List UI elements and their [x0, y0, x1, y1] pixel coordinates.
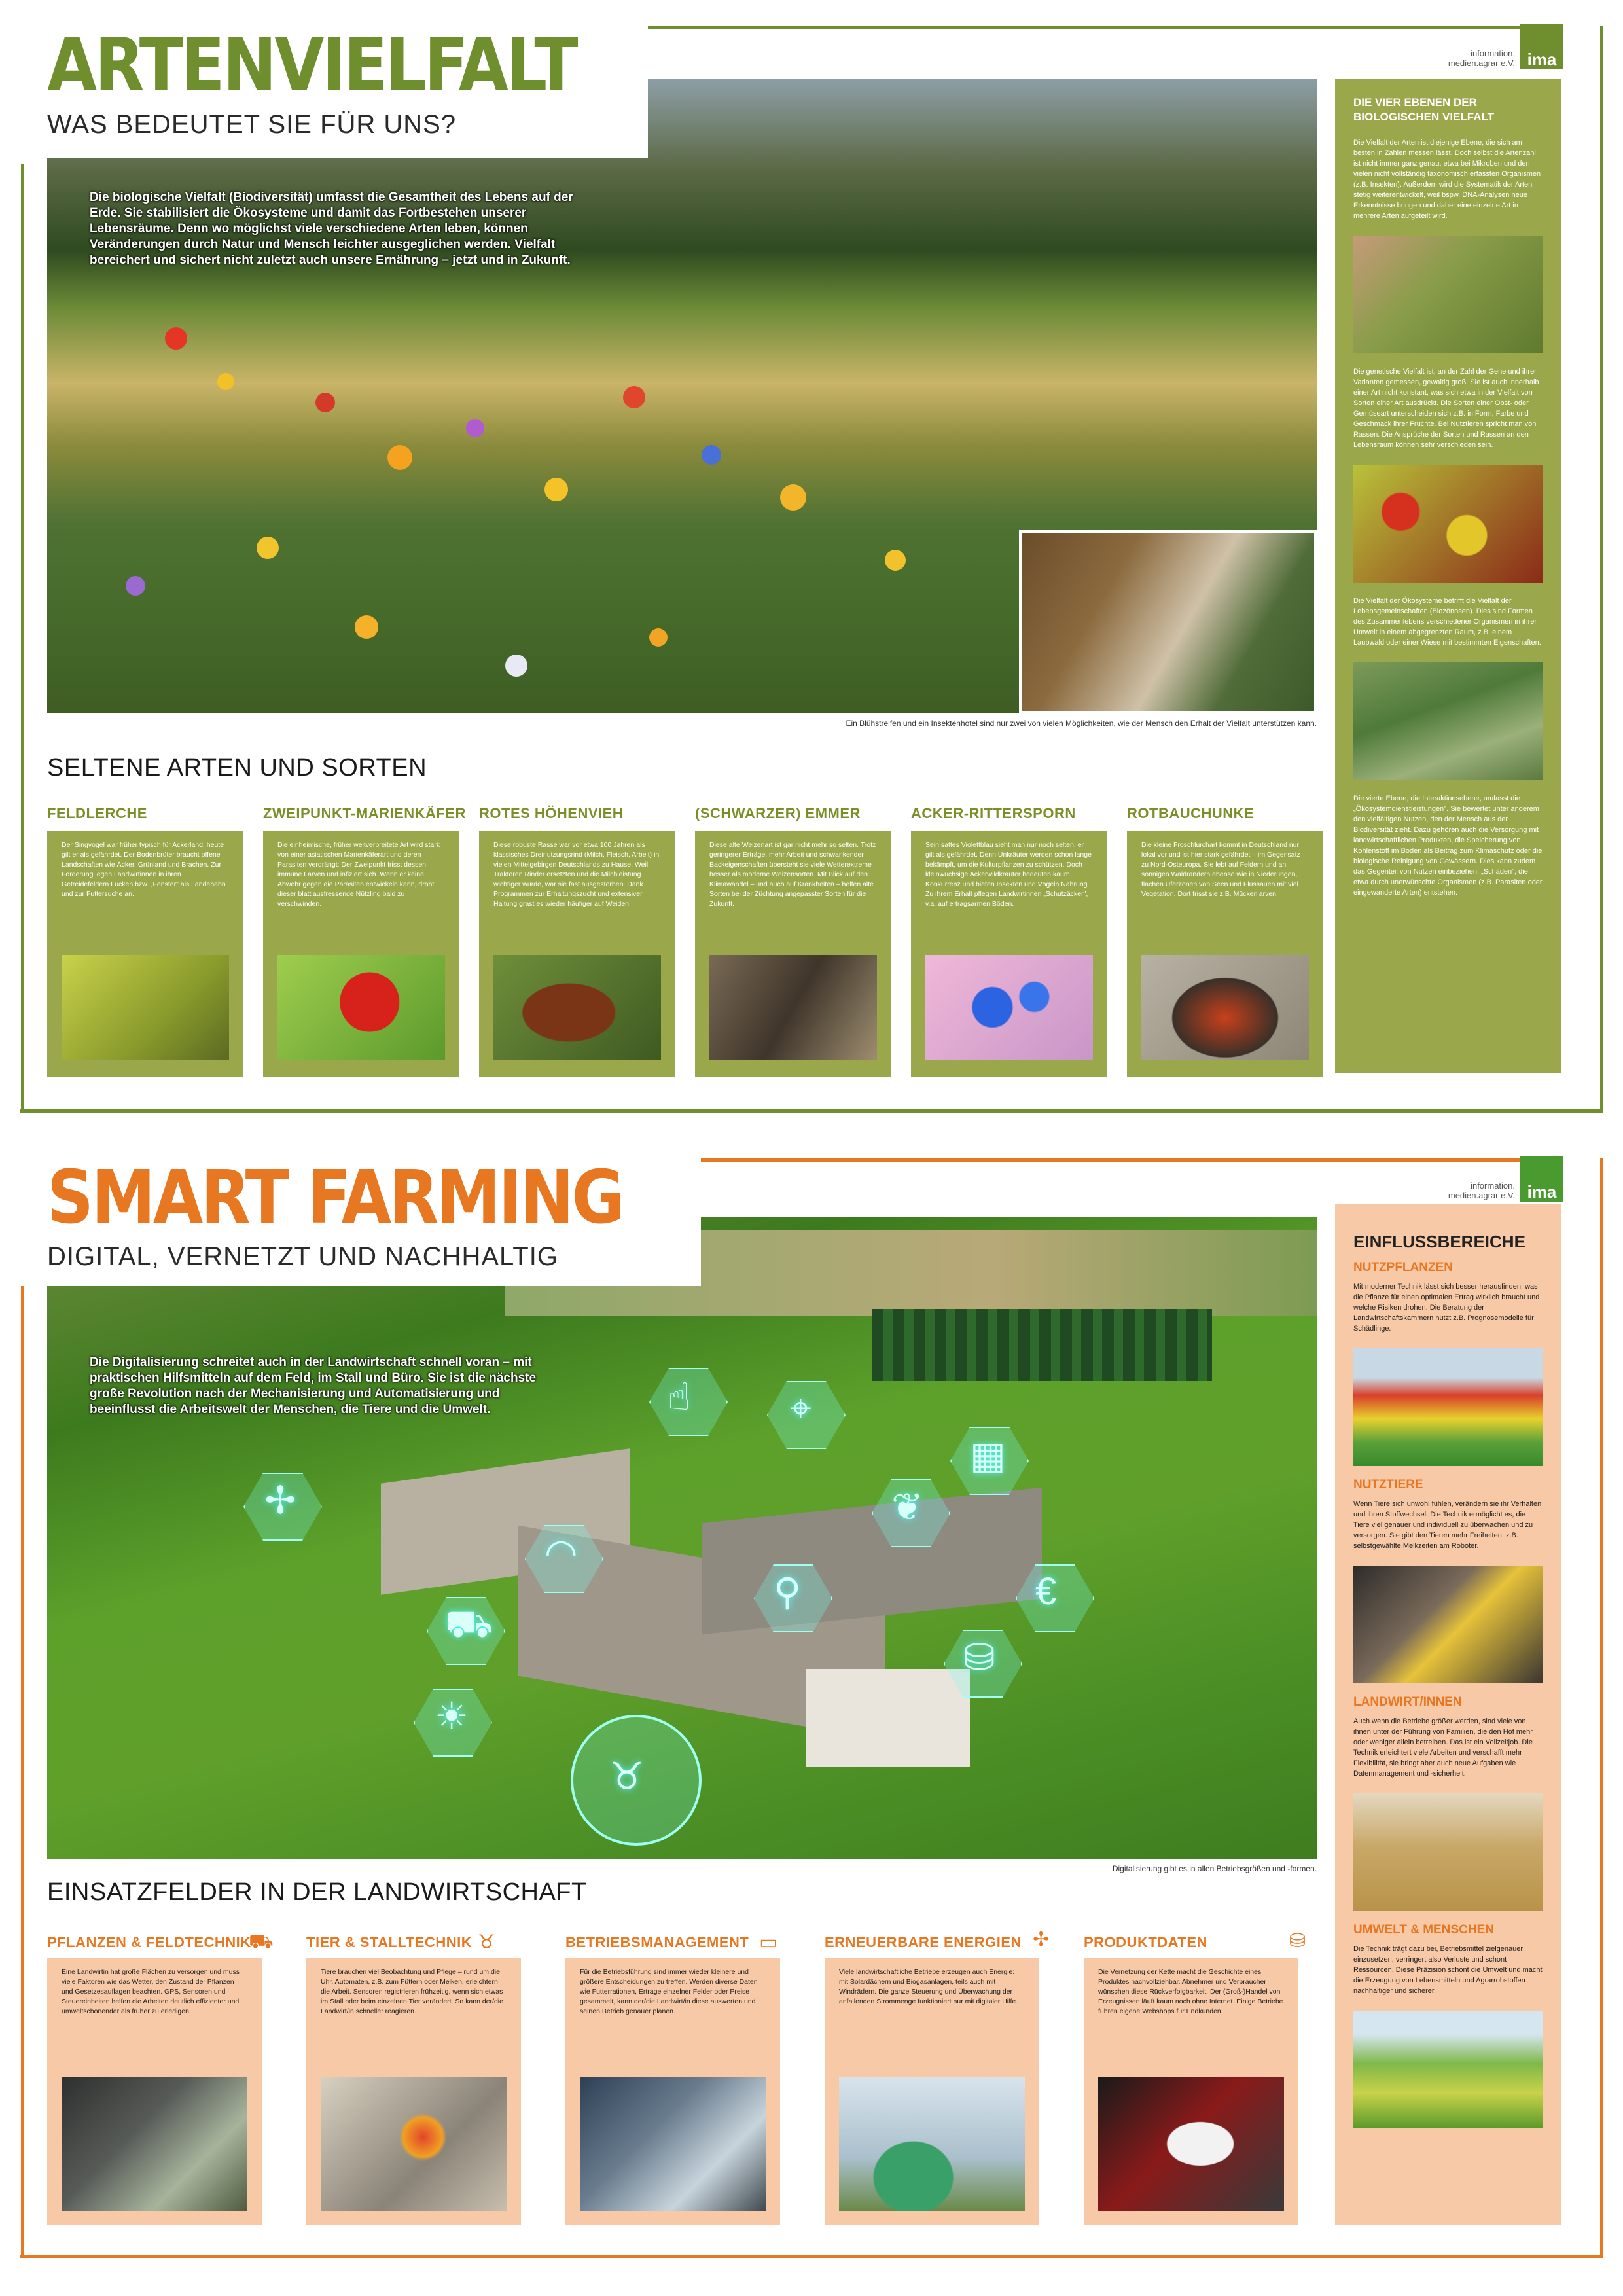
intro-text: Die biologische Vielfalt (Biodiversität) umfasst die Gesamtheit des Lebens auf der Erde. Sie stabilisiert die Ökosysteme und damit das Fortbestehen unserer Lebensräume. Denn wo möglichst viele verschiedene Arten leben, können Veränderungen durch Natur und Mensch leichter ausgeglichen werden. Vielfalt bereichert und sichert nicht zuletzt auch unsere Ernährung – jetzt und in Zukunft. — [90, 190, 573, 267]
sidebar-text-nutzpflanzen: Mit moderner Technik lässt sich besser herausfinden, was die Pflanze für einen optimalen Ertrag wirklich braucht und welche Risiken drohen. Die Beratung der Landwirtschaftskammern nutzt z.B. Prognosemodelle für Schädlinge. — [1353, 1283, 1540, 1333]
wind-turbine-icon: ✢ — [1033, 1929, 1050, 1950]
poster-smart-farming — [20, 1155, 1603, 2258]
card-rittersporn — [911, 831, 1107, 1077]
card-title-marienkaefer: ZWEIPUNKT-MARIENKÄFER — [263, 805, 466, 821]
card-title-feldlerche: FELDLERCHE — [47, 805, 147, 821]
sidebar-subtitle-nutztiere: NUTZTIERE — [1353, 1478, 1423, 1492]
location-pin-icon: ⌖ — [790, 1387, 812, 1429]
card-marienkaefer — [263, 831, 459, 1077]
sidebar-title: EINFLUSSBEREICHE — [1353, 1232, 1525, 1251]
card-image-cattle — [493, 955, 661, 1060]
title-block — [20, 1155, 701, 1286]
cow-pig-icon: ♉ — [610, 1755, 644, 1798]
card-image-biogas — [839, 2077, 1025, 2211]
flower — [126, 576, 145, 596]
hero-caption: Ein Blühstreifen und ein Insektenhotel sind nur zwei von vielen Möglichkeiten, wie der Mensch den Erhalt der Vielfalt unterstützen kann. — [846, 719, 1317, 728]
card-feldlerche — [47, 831, 243, 1077]
euro-icon: € — [1035, 1570, 1057, 1613]
hero-image-farm — [47, 1217, 1317, 1859]
card-text: Die einheimische, früher weitverbreitete Art wird stark von einer asiatischen Marienkäferart und deren Parasiten verdrängt: Der Zweipunkt frisst dessen immune Larven und infiziert sich. Wenn er keine Abwehr gegen die Parasiten entwickeln kann, droht dieser blattlausfressende Nützling bald zu verschwinden. — [277, 841, 440, 908]
card-management — [565, 1958, 780, 2225]
wifi-icon: ◠ — [544, 1532, 578, 1574]
flower — [217, 373, 234, 390]
search-icon: ⚲ — [774, 1571, 802, 1613]
card-pflanzen — [47, 1958, 262, 2225]
card-rotbauchunke — [1127, 831, 1323, 1077]
card-title-produktdaten: PRODUKTDATEN — [1084, 1934, 1207, 1950]
sidebar-subtitle-umwelt: UMWELT & MENSCHEN — [1353, 1923, 1494, 1937]
farm-house — [806, 1669, 970, 1767]
card-image-ladybird — [277, 955, 445, 1060]
page-title: ARTENVIELFALT — [47, 23, 577, 108]
sidebar-text-genetik: Die genetische Vielfalt ist, an der Zahl der Gene und ihrer Varianten gemessen, gewaltig groß. Sie ist auch innerhalb einer Art nicht konstant, was sich etwa in der Vielfalt von Sorten einer Art ausdrückt. Die Sorten einer Obst- oder Gemüseart unterscheiden sich z.B. in Form, Farbe und Geschmack ihrer Früchte. Bei Nutztieren spricht man von Rassen. Die Ansprüche der Sorten und Rassen an den Lebensraum können sehr verschieden sein. — [1353, 368, 1539, 449]
flower — [649, 628, 668, 647]
flower — [387, 445, 412, 470]
page-subtitle: WAS BEDEUTET SIE FÜR UNS? — [47, 110, 457, 139]
cart-icon: ⛁ — [963, 1636, 995, 1679]
sidebar-image-grain — [1353, 236, 1543, 353]
sidebar-subtitle-nutzpflanzen: NUTZPFLANZEN — [1353, 1261, 1453, 1274]
card-title-hoehenvieh: ROTES HÖHENVIEH — [479, 805, 624, 821]
ima-logo — [1448, 24, 1563, 69]
card-title-rittersporn: ACKER-RITTERSPORN — [911, 805, 1076, 821]
card-text: Sein sattes Violettblau sieht man nur noch selten, er gilt als gefährdet. Denn Unkräuter werden schon lange bekämpft, um die Kulturpflanzen zu schützen. Doch kleinwüchsige Ackerwildkräuter bedeuten kaum Konkurrenz und bieten Insekten und Vögeln Nahrung. Zu ihrem Erhalt pflegen Landwirtinnen „Schutzäcker", v.a. auf ertragsarmen Böden. — [925, 841, 1092, 908]
card-title-tier: TIER & STALLTECHNIK — [306, 1934, 473, 1950]
flower — [355, 615, 378, 639]
card-image-office — [580, 2077, 766, 2211]
card-tier — [306, 1958, 521, 2225]
sidebar-text-interaktion: Die vierte Ebene, die Interaktionsebene, umfasst die „Ökosystemdienstleistungen". Sie bewertet unter anderem den vielfältigen Nutzen, den der Mensch aus der Biodiversität zieht. Dazu gehören auch die Versorgung mit landwirtschaftlichen Produkten, die Speicherung von Kohlenstoff im Boden als Beitrag zum Klimaschutz oder die biologische Reinigung von Gewässern. Dies kann zudem das Gegenteil von Nutzen einbeziehen, „Schäden", die etwa durch unerwünschte Organismen (z.B. Parasiten oder eingewanderte Arten) entstehen. — [1353, 795, 1543, 897]
card-title-pflanzen: PFLANZEN & FELDTECHNIK — [47, 1934, 251, 1950]
section-title: EINSATZFELDER IN DER LANDWIRTSCHAFT — [47, 1878, 587, 1906]
flower — [315, 393, 335, 412]
cow-pig-icon: ♉ — [478, 1931, 495, 1953]
flower — [885, 550, 906, 571]
card-text: Die kleine Froschlurchart kommt in Deutschland nur lokal vor und ist hier stark gefährdet – im Gegensatz zu Nord-Osteuropa. Sie lebt auf Feldern und an sonnigen Waldrändern ebenso wie in Niederungen, flachen Uferzonen von Seen und Flussauen mit viel Vegetation. Dort frisst sie z.B. Mückenlarven. — [1141, 841, 1300, 898]
ima-logo — [1448, 1156, 1563, 1202]
flower — [623, 386, 645, 408]
sidebar-text-landwirte: Auch wenn die Betriebe größer werden, sind viele von ihnen unter der Führung von Familien, die den Hof mehr oder weniger allein betreiben. Das ist ein Vollzeitjob. Die Technik erleichtert viele Arbeiten und verschafft mehr Flexibilität, sie bringt aber auch neue Aufgaben wie Datenmanagement und -sicherheit. — [1353, 1717, 1533, 1778]
sidebar-subtitle-landwirte: LANDWIRT/INNEN — [1353, 1695, 1462, 1709]
sidebar-text-umwelt: Die Technik trägt dazu bei, Betriebsmittel zielgenauer einzusetzen, verringert also Verluste und schont Ressourcen. Diese Präzision schont die Umwelt und macht die Erzeugung von Lebensmitteln und Agrarrohstoffen nachhaltiger und sicherer. — [1353, 1945, 1543, 1995]
sidebar-text-arten: Die Vielfalt der Arten ist diejenige Ebene, die sich am besten in Zahlen messen lässt. Doch selbst die Artenzahl ist nicht immer ganz genau, etwa bei Mikroben und den vielen nicht vollständig taxonomisch erfassten Organismen (z.B. Insekten). Außerdem wird die Systematik der Arten stetig weiterentwickelt, weil bspw. DNA-Analysen neue Erkenntnisse bringen und daher eine einzelne Art in mehrere Arten aufgeteilt wird. — [1353, 139, 1541, 220]
card-text: Tiere brauchen viel Beobachtung und Pflege – rund um die Uhr. Automaten, z.B. zum Füttern oder Melken, erleichtern die Arbeit. Sensoren registrieren frühzeitig, wenn sich etwas im Stall oder beim einzelnen Tier verändert. So kann der/die Landwirt/in schneller reagieren. — [321, 1968, 503, 2015]
card-text: Eine Landwirtin hat große Flächen zu versorgen und muss viele Faktoren wie das Wetter, den Zustand der Pflanzen und Gesetzesauflagen beachten. GPS, Sensoren und Steuereinheiten helfen die Arbeiten deutlich effizienter und umweltschonender als früher zu erledigen. — [62, 1968, 240, 2015]
card-text: Die Vernetzung der Kette macht die Geschichte eines Produktes nachvollziehbar. Abnehmer und Verbraucher wünschen diese Rückverfolgbarkeit. Der (Groß-)Handel von Erzeugnissen läuft kaum noch ohne Internet. Einige Betriebe führen eigene Webshops für Endkunden. — [1098, 1968, 1283, 2015]
card-image-lark — [62, 955, 229, 1060]
wind-turbine-icon: ✢ — [264, 1479, 296, 1522]
sidebar-image-milking-robot — [1353, 1566, 1543, 1683]
sidebar-text-nutztiere: Wenn Tiere sich unwohl fühlen, verändern sie ihr Verhalten und ihren Stoffwechsel. Die Technik ermöglicht es, die Tiere viel genauer und individuell zu überwachen und zu versorgen. Sie gibt den Tieren mehr Freiheiten, z.B. selbstgewählte Melkzeiten am Roboter. — [1353, 1500, 1542, 1550]
sidebar-image-farmer-tablet — [1353, 1793, 1543, 1911]
flower — [702, 445, 721, 465]
card-image-toad — [1141, 955, 1309, 1060]
card-hoehenvieh — [479, 831, 675, 1077]
card-text: Für die Betriebsführung sind immer wieder kleinere und größere Entscheidungen zu treffen. Werden diverse Daten wie Futterrationen, Erträge einzelner Felder oder Preise gesammelt, kann der/die Landwirt/in diese auswerten und seinen Betrieb genauer planen. — [580, 1968, 758, 2015]
laptop-icon: ▭ — [759, 1931, 778, 1953]
touch-icon: ☝ — [668, 1376, 691, 1418]
sidebar-vier-ebenen — [1335, 79, 1561, 1073]
sidebar-text-oekosysteme: Die Vielfalt der Ökosysteme betrifft die Vielfalt der Lebensgemeinschaften (Biozönosen). Dies sind Formen des Zusammenlebens verschiedener Organismen in ihrer Umwelt in einem abgegrenzten Raum, z.B. einem Laubwald oder einer Wiese mit bestimmten Eigenschaften. — [1353, 597, 1541, 647]
brand-mark: ima — [1520, 1156, 1563, 1202]
flower — [780, 484, 806, 511]
card-text: Der Singvogel war früher typisch für Ackerland, heute gilt er als gefährdet. Der Bodenbrüter braucht offene Landschaften wie Äcker, Grünland und Brachen. Zur Förderung legen Landwirtinnen in ihren Getreidefeldern Lücken bzw. „Fenster" als Landebahn und zur Futtersuche an. — [62, 841, 226, 898]
left-rule — [21, 164, 24, 1113]
farm-building — [702, 1488, 1042, 1635]
section-title: SELTENE ARTEN UND SORTEN — [47, 754, 427, 781]
tractor-icon: ⛟ — [249, 1931, 274, 1952]
sidebar-image-field-network — [1353, 2011, 1543, 2128]
inset-image-insect-hotel — [1019, 530, 1317, 713]
tree-row — [872, 1309, 1212, 1381]
flower — [257, 537, 279, 559]
card-text: Diese robuste Rasse war vor etwa 100 Jahren als klassisches Dreinutzungsrind (Milch, Fleisch, Arbeit) in vielen Mittelgebirgen Deutschlands zu Hause. Weil Traktoren Rinder ersetzten und die Milchleistung wichtiger wurde, war sie fast ausgestorben. Dank Programmen zur Erhaltungszucht und extensiver Haltung grast es wieder häufiger auf Weiden. — [493, 841, 660, 908]
card-image-larkspur — [925, 955, 1093, 1060]
card-produktdaten — [1084, 1958, 1298, 2225]
card-title-rotbauchunke: ROTBAUCHUNKE — [1127, 805, 1255, 821]
intro-text: Die Digitalisierung schreitet auch in der Landwirtschaft schnell voran – mit praktischen Hilfsmitteln auf dem Feld, im Stall und Büro. Sie ist die nächste große Revolution nach der Mechanisierung und Automatisierung und beeinflusst die Arbeitswelt der Menschen, die Tiere und die Umwelt. — [90, 1355, 537, 1416]
card-text: Diese alte Weizenart ist gar nicht mehr so selten. Trotz geringerer Erträge, mehr Arbeit und schwankender Backeigenschaften übersteht sie viele Wetterextreme besser als moderne Weizensorten. Mit Blick auf den Klimawandel – und auch auf Krankheiten – helfen alte Sorten bei der Züchtung angepasster Sorten für die Zukunft. — [709, 841, 876, 908]
sidebar-image-apples — [1353, 465, 1543, 583]
flower — [544, 478, 568, 501]
flower — [505, 655, 527, 677]
sidebar-title: DIE VIER EBENEN DER BIOLOGISCHEN VIELFALT — [1353, 96, 1495, 123]
card-title-energie: ERNEUERBARE ENERGIEN — [825, 1934, 1022, 1950]
page-subtitle: DIGITAL, VERNETZT UND NACHHALTIG — [47, 1242, 558, 1271]
poster-artenvielfalt — [20, 23, 1603, 1113]
thermometer-sun-icon: ☀ — [435, 1695, 469, 1738]
card-text: Viele landwirtschaftliche Betriebe erzeugen auch Energie: mit Solardächern und Biogasanlagen, teils auch mit Windrädern. Die ganze Steuerung und Überwachung der anfallenden Strommenge funktioniert nur mit digitaler Hilfe. — [839, 1968, 1018, 2005]
card-emmer — [695, 831, 891, 1077]
wheat-icon: ❦ — [891, 1486, 923, 1528]
card-image-emmer — [709, 955, 877, 1060]
card-title-emmer: (SCHWARZER) EMMER — [695, 805, 861, 821]
card-image-meat-label — [1098, 2077, 1284, 2211]
card-image-thermal-camera — [321, 2077, 507, 2211]
hero-image-flower-field — [47, 79, 1317, 713]
left-rule — [21, 1276, 24, 2258]
hero-caption: Digitalisierung gibt es in allen Betriebsgrößen und -formen. — [1112, 1864, 1317, 1873]
card-image-tractor-cabin — [62, 2077, 247, 2211]
field-rows-icon: ▦ — [970, 1435, 1006, 1477]
card-title-management: BETRIEBSMANAGEMENT — [565, 1934, 749, 1950]
sidebar-einflussbereiche — [1335, 1204, 1561, 2225]
tractor-icon: ⛟ — [445, 1603, 493, 1645]
title-block — [20, 23, 648, 158]
brand-line-1: information. — [1471, 48, 1515, 58]
card-energie — [825, 1958, 1039, 2225]
sidebar-image-drone-field — [1353, 1348, 1543, 1466]
shopping-cart-icon: ⛁ — [1289, 1930, 1306, 1952]
top-rule — [569, 1158, 1544, 1162]
page-title: SMART FARMING — [47, 1155, 622, 1240]
flower — [466, 419, 484, 437]
brand-line-2: medien.agrar e.V. — [1448, 58, 1515, 68]
sidebar-image-landscape — [1353, 662, 1543, 780]
brand-line-2: medien.agrar e.V. — [1448, 1191, 1515, 1200]
brand-line-1: information. — [1471, 1181, 1515, 1191]
brand-mark: ima — [1520, 24, 1563, 69]
top-rule — [556, 26, 1544, 29]
flower — [165, 327, 187, 350]
